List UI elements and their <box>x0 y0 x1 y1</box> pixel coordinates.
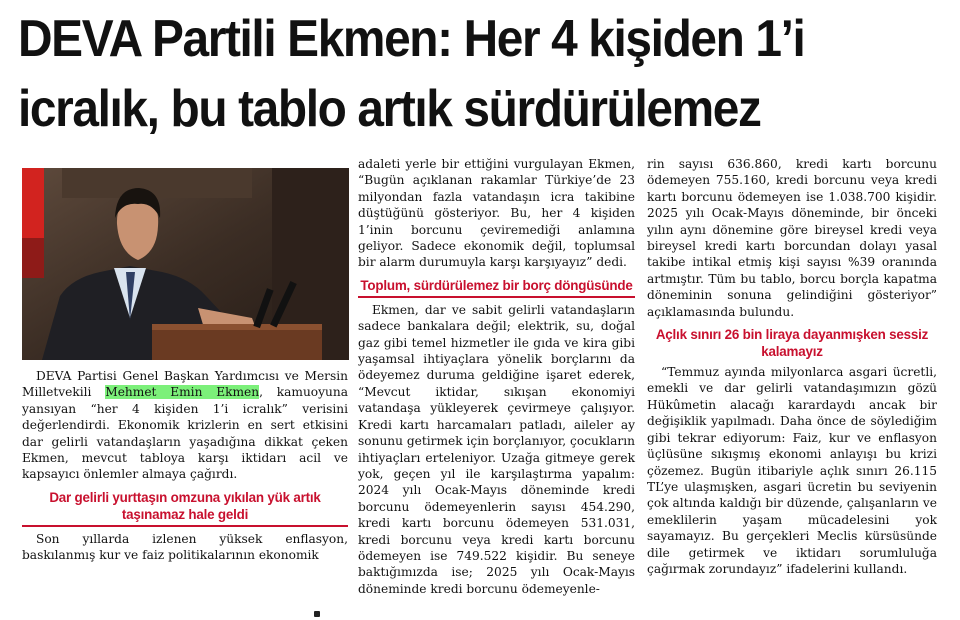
paragraph: DEVA Partisi Genel Başkan Yardımcısı ve Mersin Milletvekili Mehmet Emin Ekmen, kamuoyuna yansıyan “her 4 kişiden 1’i icralık” verisini değerlendirdi. Ekonomik krizlerin en sert etkisini dar gelirli vatandaşların yaşadığına dikkat çeken Ekmen, mevcut tabloya karşı iktidarı acil ve kapsayıcı önlemler almaya çağırdı. <box>22 369 348 482</box>
subheading-2: Toplum, sürdürülemez bir borç döngüsünde <box>358 277 635 298</box>
paragraph: “Temmuz ayında milyonlarca asgari ücretli, emekli ve dar gelirli vatandaşımızın gözü Hükûmetin alacağı karardaydı ancak bir değişiklik yapılmadı. Daha önce de söylediğim gibi tekrar ediyorum: Faiz, kur ve enflasyon üçlüsüne sıkışmış ekonomi anlayışı bu krizi çözemez. Bugün itibariyle açlık sınırı 26.115 TL’ye ulaşmışken, asgari ücretin bu seviyenin çok altında kaldığı bir düzende, çalışanların ve emeklilerin yaşam mücadelesini yok sayamayız. Bu gerçekleri Meclis kürsüsünde dile getirmek ve iktidarı sorumluluğa çağırmak zorundayız” ifadelerini kullandı. <box>647 365 937 576</box>
speaker-at-podium-illustration <box>22 168 349 360</box>
paragraph: adaleti yerle bir ettiğini vurgulayan Ekmen, “Bugün açıklanan rakamlar Türkiye’de 23 milyondan fazla vatandaşın icra takibine düştüğünü gösteriyor. Bu, her 4 kişiden 1’inin borcunu çeviremediği anlamına geliyor. Sadece ekonomik değil, toplumsal bir alarm durumuyla karşı karşıyayız” dedi. <box>358 157 635 270</box>
subheading-1: Dar gelirli yurttaşın omzuna yıkılan yük artık taşınamaz hale geldi <box>22 489 348 527</box>
highlighted-name: Mehmet Emin Ekmen <box>105 385 260 400</box>
article-column-2 <box>358 156 635 597</box>
article-column-3 <box>647 156 937 577</box>
headline-line-1: DEVA Partili Ekmen: Her 4 kişiden 1’i <box>18 10 805 68</box>
article-column-1 <box>22 368 348 564</box>
paragraph: rin sayısı 636.860, kredi kartı borcunu ödemeyen 755.160, kredi borcunu veya kredi kartı borcunu ödemeyen ise 1.038.700 kişidir. 2025 yılı Ocak-Mayıs döneminde, bir önceki yılın aynı dönemine göre bireysel kredi veya bireysel kredi kartı borcundan dolayı yasal takibe intikal etmiş kişi sayısı %39 oranında artmıştır. Tüm bu tablo, borcu borçla kapatma döneminin sonuna gelindiğini gösteriyor” açıklamasında bulundu. <box>647 157 937 319</box>
speaker-photo <box>22 168 349 360</box>
paragraph: Son yıllarda izlenen yüksek enflasyon, baskılanmış kur ve faiz politikalarının ekonomik <box>22 531 348 563</box>
headline-line-2: icralık, bu tablo artık sürdürülemez <box>18 80 761 138</box>
paragraph: Ekmen, dar ve sabit gelirli vatandaşların sadece bankalara değil; elektrik, su, doğal gaz gibi temel hizmetler ile gıda ve kira gibi yaşamsal ihtiyaçlara yönelik borçlarını da ödeyemez duruma geldiğine işaret ederek, “Mevcut iktidar, sıkışan ekonomiyi vatandaşa yükleyerek çevirmeye çalışıyor. Kredi kartı harcamaları patladı, aileler ay sonunu getirmek için borçlanıyor, çocukların ihtiyaçları erteleniyor. Uzağa gitmeye gerek yok, geçen yıl ile karşılaştırma yapalım: 2024 yılı Ocak-Mayıs döneminde kredi borcunu ödemeyenlerin sayısı 454.290, kredi kartı borcunu ödemeyen 531.031, kredi borcunu veya kredi kartı borcunu ödemeyen ise 749.522 kişidir. Bu seneye baktığımızda ise; 2025 yılı Ocak-Mayıs döneminde kredi borcunu ödemeyenle- <box>358 302 635 596</box>
subheading-3: Açlık sınırı 26 bin liraya dayanmışken sessiz kalamayız <box>655 327 929 360</box>
continuation-mark <box>314 611 320 617</box>
article-headline <box>18 4 874 144</box>
